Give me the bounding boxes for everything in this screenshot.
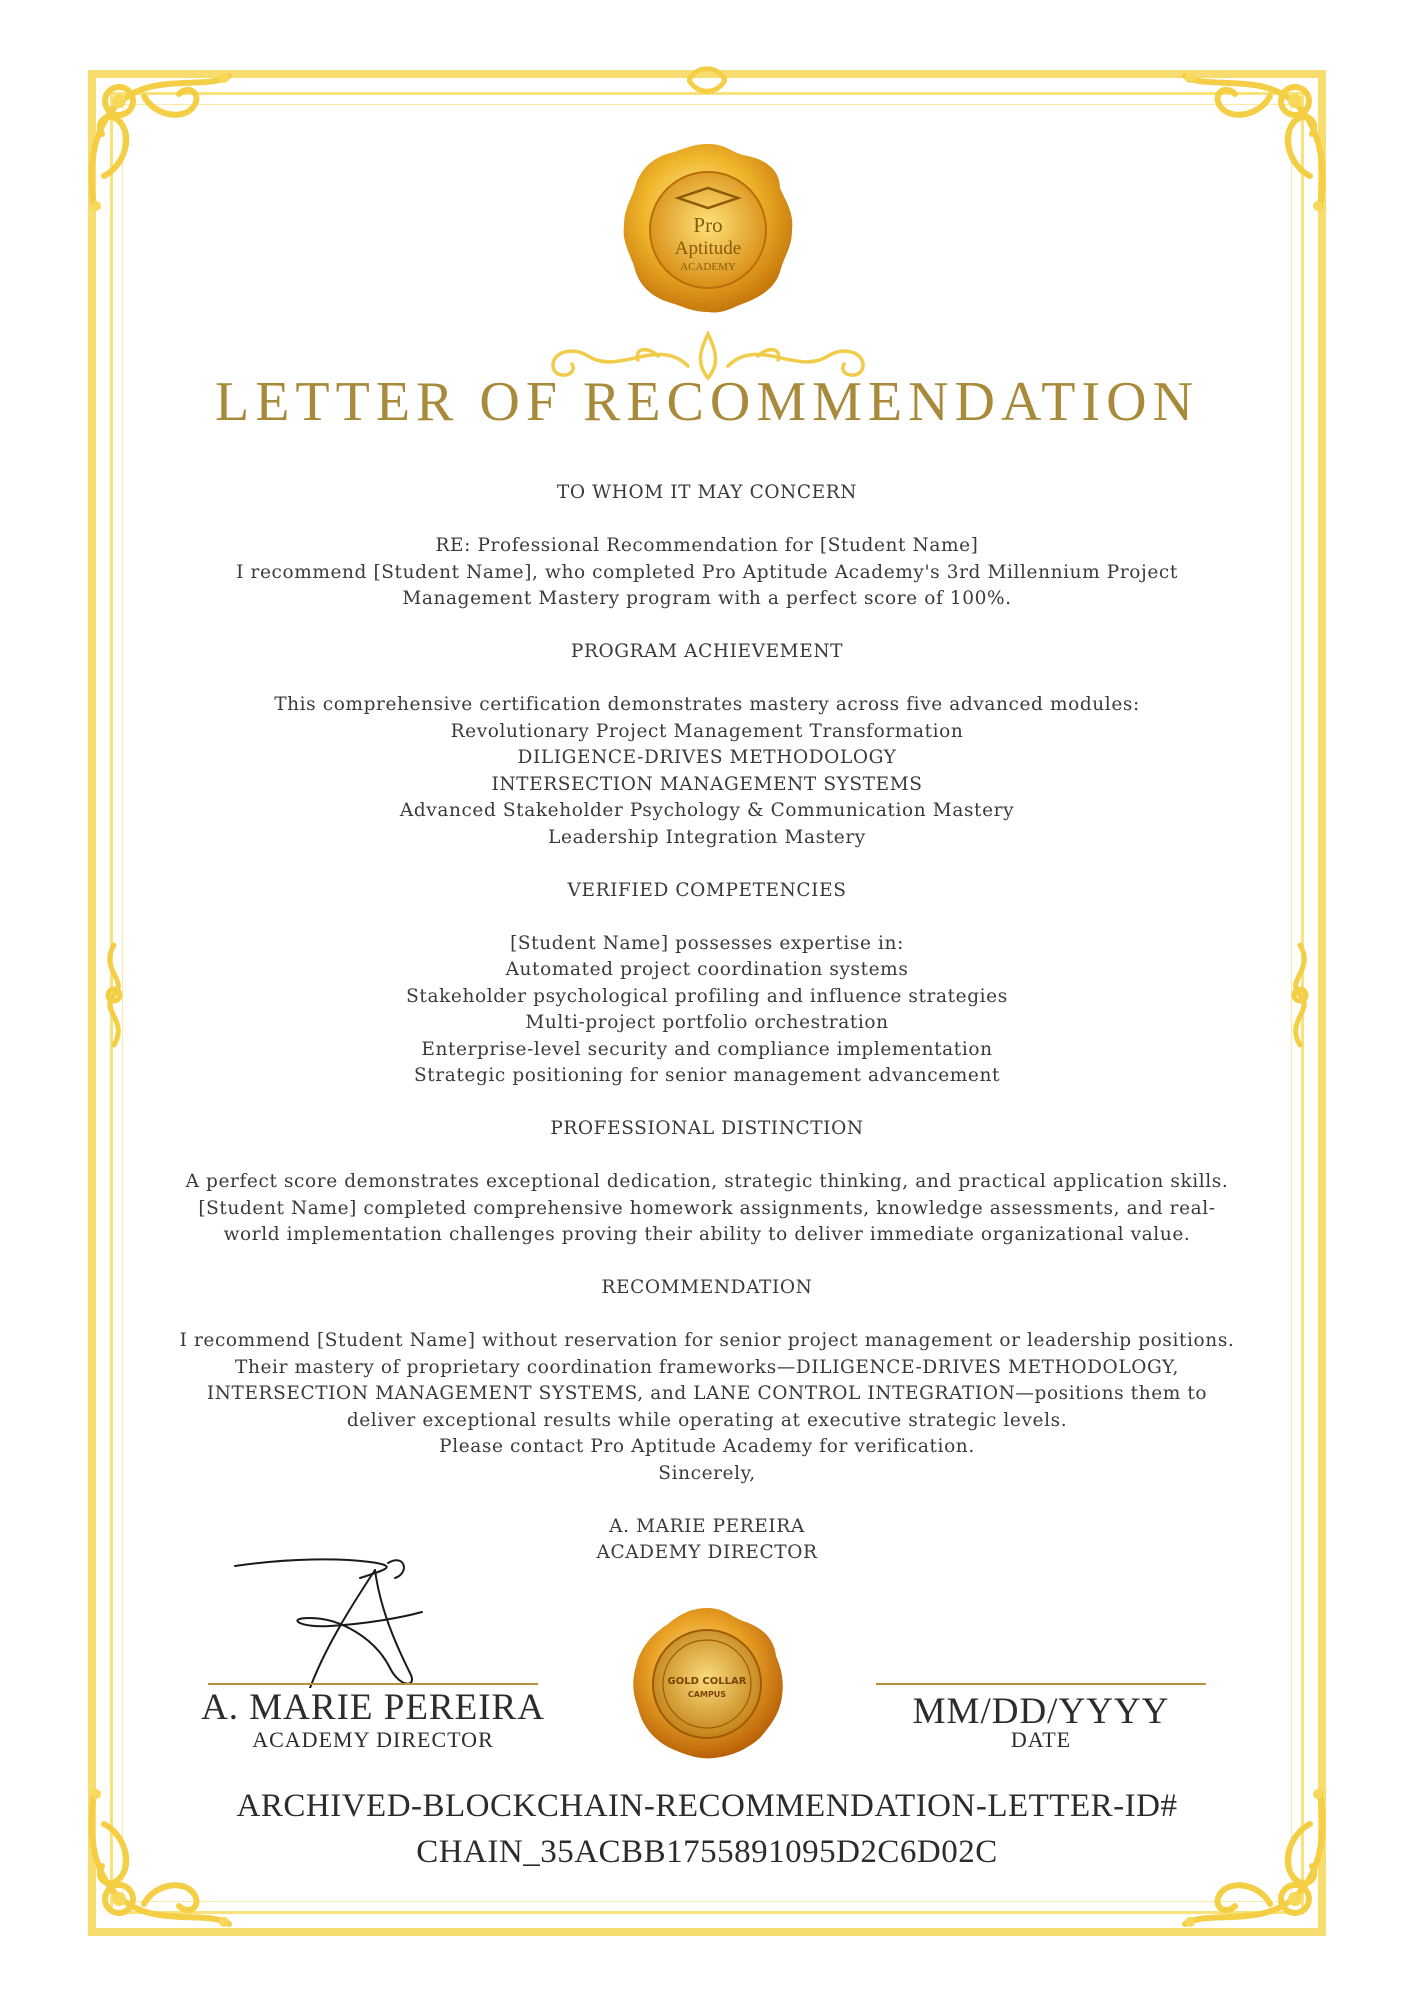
section-heading-competencies: VERIFIED COMPETENCIES xyxy=(567,879,847,901)
seal-text-pro: Pro xyxy=(693,213,723,237)
handwritten-signature xyxy=(200,1548,540,1688)
recommendation-line: I recommend [Student Name] without reservation for senior project management or leadership positions. xyxy=(179,1330,1235,1351)
section-heading-achievement: PROGRAM ACHIEVEMENT xyxy=(570,641,844,662)
module-item: Leadership Integration Mastery xyxy=(548,826,866,848)
competency-item: Enterprise-level security and compliance implementation xyxy=(421,1038,993,1060)
signature-title: ACADEMY DIRECTOR xyxy=(252,1727,494,1752)
achievement-intro: This comprehensive certification demonstrates mastery across five advanced modules: xyxy=(274,694,1140,715)
signature-line xyxy=(208,1683,538,1685)
corner-ornament-top-right xyxy=(1170,56,1340,226)
date-value: MM/DD/YYYY xyxy=(912,1691,1170,1732)
signature-name: A. MARIE PEREIRA xyxy=(201,1687,545,1728)
side-ornament-right xyxy=(1280,940,1320,1050)
module-item: INTERSECTION MANAGEMENT SYSTEMS xyxy=(491,773,923,795)
competencies-intro: [Student Name] possesses expertise in: xyxy=(510,932,904,954)
letter-body xyxy=(150,480,1264,1567)
signer-name: A. MARIE PEREIRA xyxy=(609,1515,805,1537)
distinction-line: world implementation challenges proving their ability to deliver immediate organizational value. xyxy=(223,1224,1191,1245)
salutation: TO WHOM IT MAY CONCERN xyxy=(556,482,858,503)
competency-item: Strategic positioning for senior management advancement xyxy=(413,1065,1000,1086)
intro-line: Management Mastery program with a perfect score of 100%. xyxy=(402,588,1012,609)
top-center-ornament xyxy=(687,60,727,100)
intro-line: I recommend [Student Name], who completed Pro Aptitude Academy's 3rd Millennium Project xyxy=(236,561,1178,583)
date-label: DATE xyxy=(1010,1727,1072,1752)
campus-wax-seal xyxy=(628,1604,786,1762)
competency-item: Multi-project portfolio orchestration xyxy=(525,1012,889,1033)
closing: Sincerely, xyxy=(658,1462,756,1484)
competency-item: Automated project coordination systems xyxy=(505,959,909,980)
side-ornament-left xyxy=(94,940,134,1050)
corner-ornament-top-left xyxy=(74,56,244,226)
module-item: Advanced Stakeholder Psychology & Communication Mastery xyxy=(399,800,1015,821)
signer-title: ACADEMY DIRECTOR xyxy=(596,1542,818,1563)
seal-text-campus: CAMPUS xyxy=(687,1690,727,1699)
module-item: DILIGENCE-DRIVES METHODOLOGY xyxy=(517,747,897,768)
recommendation-line: deliver exceptional results while operating at executive strategic levels. xyxy=(346,1409,1068,1431)
recommendation-line: Their mastery of proprietary coordination frameworks—DILIGENCE-DRIVES METHODOLOGY, xyxy=(235,1356,1179,1378)
seal-text-aptitude: Aptitude xyxy=(674,238,742,259)
distinction-line: [Student Name] completed comprehensive homework assignments, knowledge assessments, and real- xyxy=(198,1197,1216,1219)
section-heading-distinction: PROFESSIONAL DISTINCTION xyxy=(550,1118,864,1139)
re-line: RE: Professional Recommendation for [Student Name] xyxy=(435,535,979,556)
date-line xyxy=(876,1683,1206,1685)
recommendation-line: Please contact Pro Aptitude Academy for verification. xyxy=(439,1436,975,1457)
distinction-line: A perfect score demonstrates exceptional dedication, strategic thinking, and practical application skills. xyxy=(185,1171,1229,1192)
competency-item: Stakeholder psychological profiling and influence strategies xyxy=(406,985,1008,1007)
section-heading-recommendation: RECOMMENDATION xyxy=(601,1277,813,1298)
academy-wax-seal xyxy=(620,140,796,316)
archive-id-value: CHAIN_35ACBB1755891095D2C6D02C xyxy=(416,1834,998,1870)
archive-id-label: ARCHIVED-BLOCKCHAIN-RECOMMENDATION-LETTER-ID# xyxy=(236,1788,1178,1824)
seal-text-gold-collar: GOLD COLLAR xyxy=(667,1676,747,1687)
recommendation-line: INTERSECTION MANAGEMENT SYSTEMS, and LANE CONTROL INTEGRATION—positions them to xyxy=(206,1383,1208,1404)
letter-title: LETTER OF RECOMMENDATION xyxy=(215,371,1199,433)
seal-text-academy: ACADEMY xyxy=(680,261,736,273)
module-item: Revolutionary Project Management Transformation xyxy=(450,720,964,742)
